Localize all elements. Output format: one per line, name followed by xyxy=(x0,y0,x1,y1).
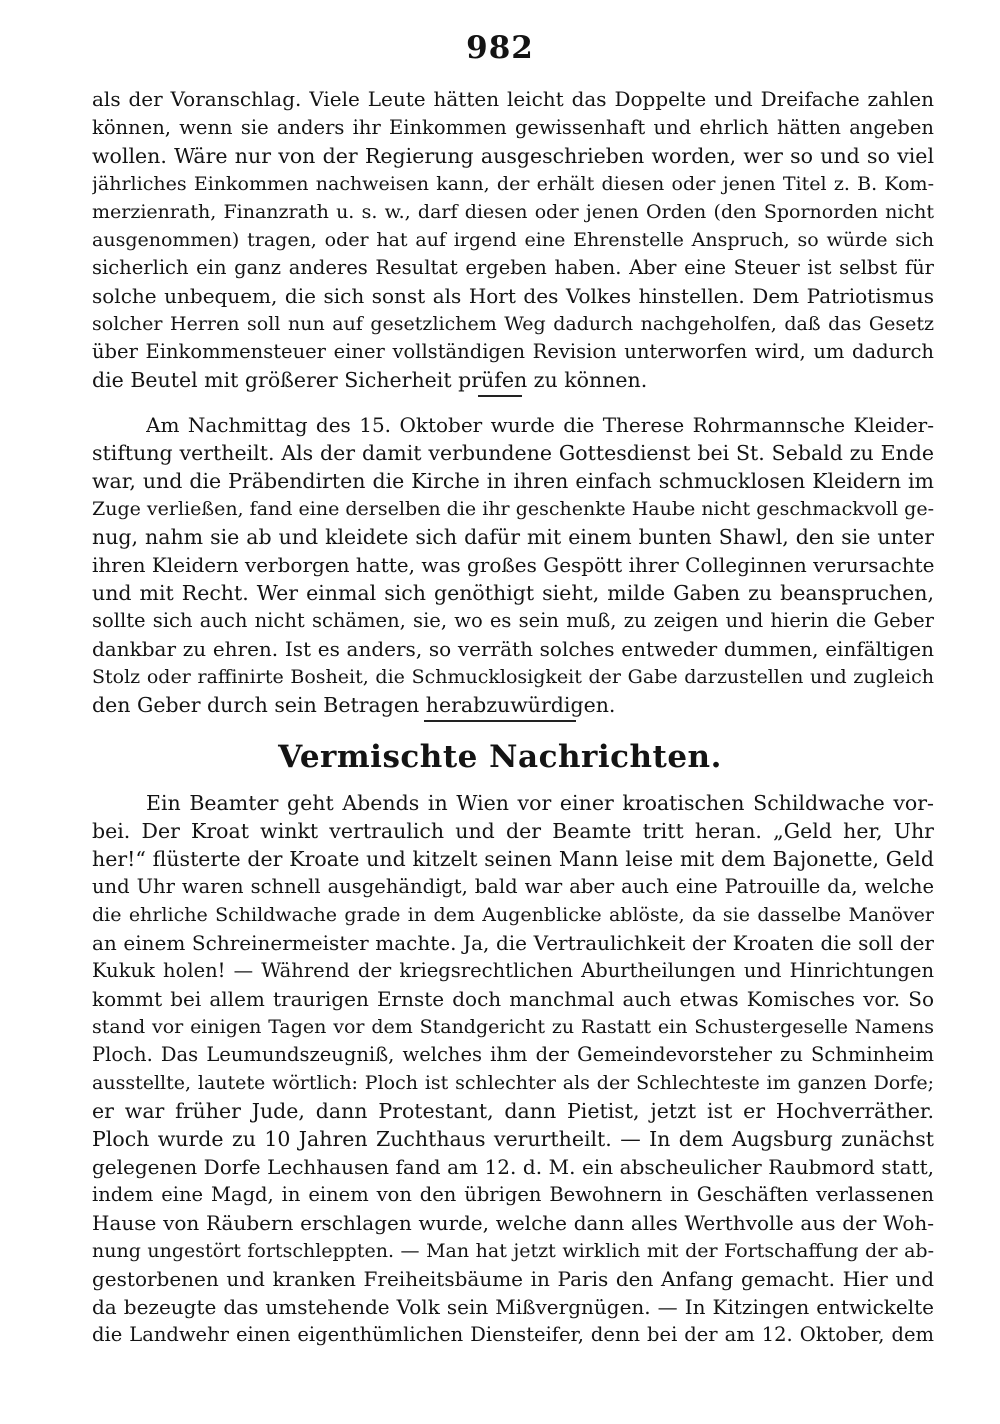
text-line: stiftung vertheilt. Als der damit verbundene Gottesdienst bei St. Sebald zu Ende xyxy=(92,441,934,465)
text-line: über Einkommensteuer einer vollständigen Revision unterworfen wird, um dadurch xyxy=(92,340,934,363)
text-line: Am Nachmittag des 15. Oktober wurde die Therese Rohrmannsche Kleider- xyxy=(146,413,934,437)
text-line: Stolz oder raffinirte Bosheit, die Schmucklosigkeit der Gabe darzustellen und zugleich xyxy=(92,666,934,688)
page-number: 982 xyxy=(466,30,534,66)
text-line: ausstellte, lautete wörtlich: Ploch ist schlechter als der Schlechteste im ganzen Dorfe; xyxy=(92,1072,934,1094)
text-line: jährliches Einkommen nachweisen kann, der erhält diesen oder jenen Titel z. B. Kom- xyxy=(92,173,934,195)
text-line: ausgenommen) tragen, oder hat auf irgend eine Ehrenstelle Anspruch, so würde sich xyxy=(92,229,934,251)
text-line: stand vor einigen Tagen vor dem Standgericht zu Rastatt ein Schustergeselle Namens xyxy=(92,1016,934,1038)
text-line: können, wenn sie anders ihr Einkommen gewissenhaft und ehrlich hätten angeben xyxy=(92,116,934,139)
text-line: her!“ flüsterte der Kroate und kitzelt seinen Mann leise mit dem Bajonette, Geld xyxy=(92,847,934,871)
text-line: er war früher Jude, dann Protestant, dann Pietist, jetzt ist er Hochverräther. xyxy=(92,1099,934,1123)
text-line: kommt bei allem traurigen Ernste doch manchmal auch etwas Komisches vor. So xyxy=(92,987,934,1011)
text-line: die Landwehr einen eigenthümlichen Diensteifer, denn bei der am 12. Oktober, dem xyxy=(92,1323,934,1346)
text-line: solche unbequem, die sich sonst als Hort des Volkes hinstellen. Dem Patriotismus xyxy=(92,284,934,308)
text-line: merzienrath, Finanzrath u. s. w., darf diesen oder jenen Orden (den Spornorden nicht xyxy=(92,201,934,223)
text-line: Kukuk holen! — Während der kriegsrechtlichen Aburtheilungen und Hinrichtungen xyxy=(92,959,934,982)
text-line: den Geber durch sein Betragen herabzuwürdigen. xyxy=(92,693,616,717)
text-line: als der Voranschlag. Viele Leute hätten leicht das Doppelte und Dreifache zahlen xyxy=(92,87,934,111)
text-line: Ploch wurde zu 10 Jahren Zuchthaus verurtheilt. — In dem Augsburg zunächst xyxy=(92,1127,934,1151)
text-line: die ehrliche Schildwache grade in dem Augenblicke ablöste, da sie dasselbe Manöver xyxy=(92,904,934,926)
text-line: gestorbenen und kranken Freiheitsbäume in Paris den Anfang gemacht. Hier und xyxy=(92,1267,934,1291)
text-line: die Beutel mit größerer Sicherheit prüfen zu können. xyxy=(92,368,648,392)
text-line: Hause von Räubern erschlagen wurde, welche dann alles Werthvolle aus der Woh- xyxy=(92,1211,934,1235)
text-line: dankbar zu ehren. Ist es anders, so verräth solches entweder dummen, einfältigen xyxy=(92,637,934,661)
text-line: solcher Herren soll nun auf gesetzlichem Weg dadurch nachgeholfen, daß das Gesetz xyxy=(92,313,934,335)
text-line: sollte sich auch nicht schämen, sie, wo es sein muß, zu zeigen und hierin die Geber xyxy=(92,609,934,632)
section-divider xyxy=(424,720,576,722)
text-line: Ein Beamter geht Abends in Wien vor einer kroatischen Schildwache vor- xyxy=(146,791,934,815)
text-line: nug, nahm sie ab und kleidete sich dafür mit einem bunten Shawl, den sie unter xyxy=(92,525,934,549)
text-line: und Uhr waren schnell ausgehändigt, bald war aber auch eine Patrouille da, welche xyxy=(92,875,934,898)
text-line: indem eine Magd, in einem von den übrigen Bewohnern in Geschäften verlassenen xyxy=(92,1183,934,1206)
text-line: an einem Schreinermeister machte. Ja, die Vertraulichkeit der Kroaten die soll der xyxy=(92,931,934,955)
text-line: sicherlich ein ganz anderes Resultat ergeben haben. Aber eine Steuer ist selbst für xyxy=(92,256,934,279)
text-line: gelegenen Dorfe Lechhausen fand am 12. d. M. ein abscheulicher Raubmord statt, xyxy=(92,1155,934,1179)
text-line: da bezeugte das umstehende Volk sein Mißvergnügen. — In Kitzingen entwickelte xyxy=(92,1295,934,1319)
text-line: war, und die Präbendirten die Kirche in ihren einfach schmucklosen Kleidern im xyxy=(92,469,934,493)
section-divider xyxy=(478,395,522,397)
text-line: bei. Der Kroat winkt vertraulich und der Beamte tritt heran. „Geld her, Uhr xyxy=(92,819,934,843)
text-line: nung ungestört fortschleppten. — Man hat jetzt wirklich mit der Fortschaffung der ab- xyxy=(92,1240,934,1262)
text-line: Ploch. Das Leumundszeugniß, welches ihm der Gemeindevorsteher zu Schminheim xyxy=(92,1043,934,1066)
text-line: ihren Kleidern verborgen hatte, was großes Gespött ihrer Colleginnen verursachte xyxy=(92,553,934,577)
text-line: und mit Recht. Wer einmal sich genöthigt sieht, milde Gaben zu beanspruchen, xyxy=(92,581,934,605)
text-line: Zuge verließen, fand eine derselben die ihr geschenkte Haube nicht geschmackvoll ge- xyxy=(92,498,934,520)
section-heading: Vermischte Nachrichten. xyxy=(278,739,722,775)
text-line: wollen. Wäre nur von der Regierung ausgeschrieben worden, wer so und so viel xyxy=(92,144,934,168)
